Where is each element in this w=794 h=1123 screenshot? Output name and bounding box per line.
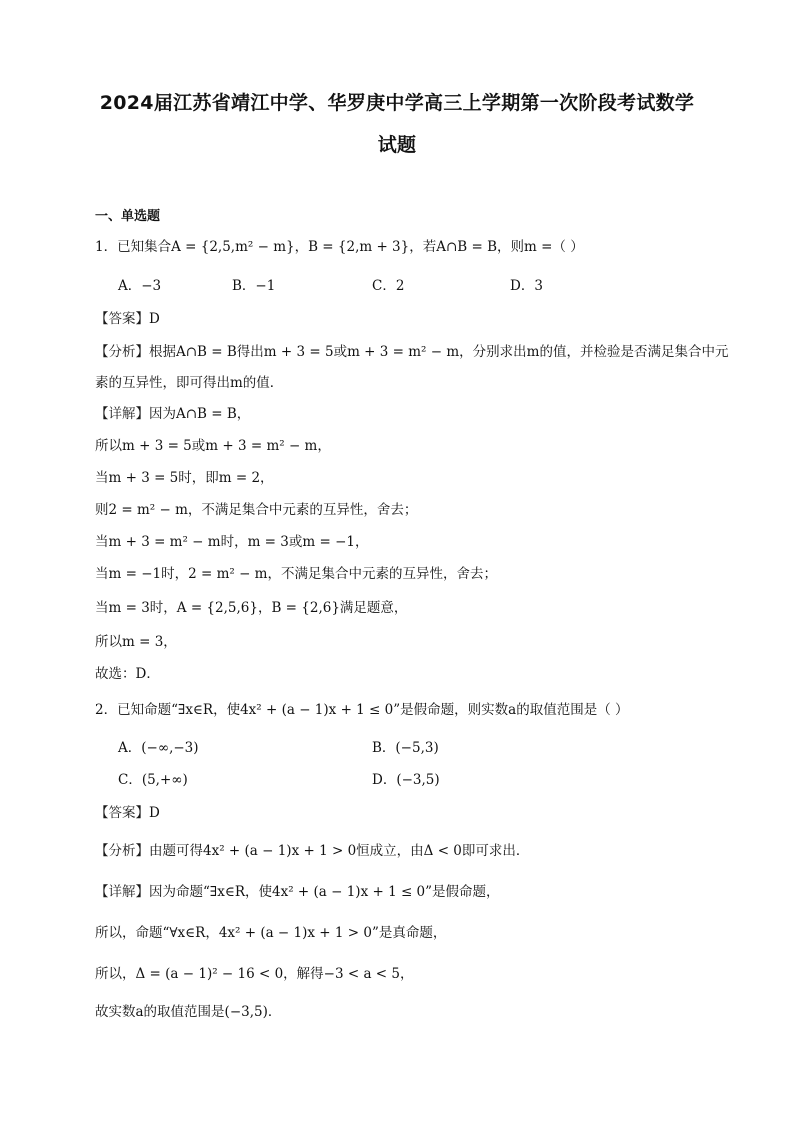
detail-tag: 【详解】 — [95, 406, 149, 422]
q1-answer — [95, 307, 160, 327]
q1-detail-line: 故选：D． — [95, 666, 160, 682]
analysis-text: 根据A∩B = B得出m + 3 = 5或m + 3 = m² − m，分别求出m的值，并检验是否满足集合中元 — [149, 344, 729, 360]
q2-detail — [95, 880, 500, 900]
analysis-tag: 【分析】 — [95, 344, 149, 360]
q2-stem: 2．已知命题“∃x∈R，使4x² + (a − 1)x + 1 ≤ 0”是假命题，则实数a的取值范围是（ ） — [95, 702, 629, 718]
q1-detail-line: 当m + 3 = 5时，即m = 2， — [95, 470, 274, 486]
detail-tag: 【详解】 — [95, 884, 149, 900]
q1-detail-line: 当m + 3 = m² − m时，m = 3或m = −1， — [95, 534, 369, 550]
q2-option-d: D．(−3,5) — [372, 772, 440, 788]
q2-detail-line: 所以，命题“∀x∈R，4x² + (a − 1)x + 1 > 0”是真命题， — [95, 925, 447, 941]
q2-option-b: B．(−5,3) — [372, 740, 439, 756]
analysis-text: 由题可得4x² + (a − 1)x + 1 > 0恒成立，由Δ < 0即可求出． — [149, 843, 530, 859]
answer-value: D — [149, 311, 160, 327]
q1-detail-line: 所以m = 3， — [95, 634, 177, 650]
title-line-1: 2024届江苏省靖江中学、华罗庚中学高三上学期第一次阶段考试数学 — [99, 92, 695, 114]
section-heading: 一、单选题 — [95, 209, 161, 224]
q1-option-d: D．3 — [510, 278, 543, 294]
title-line-2: 试题 — [377, 134, 417, 156]
q1-detail-line: 所以m + 3 = 5或m + 3 = m² − m， — [95, 438, 331, 454]
q2-detail-line: 所以，Δ = (a − 1)² − 16 < 0，解得−3 < a < 5， — [95, 966, 414, 982]
q1-option-a: A．−3 — [118, 278, 162, 294]
q1-stem: 1．已知集合A = {2,5,m² − m}，B = {2,m + 3}，若A∩B = B，则m =（ ） — [95, 239, 584, 255]
detail-text: 因为A∩B = B， — [149, 406, 251, 422]
q2-option-a: A．(−∞,−3) — [118, 740, 199, 756]
q2-answer — [95, 801, 160, 821]
q1-detail-line: 当m = 3时，A = {2,5,6}，B = {2,6}满足题意， — [95, 600, 408, 616]
q1-analysis-cont: 素的互异性，即可得出m的值． — [95, 375, 284, 391]
answer-tag: 【答案】 — [95, 805, 149, 821]
q1-detail-line: 当m = −1时，2 = m² − m，不满足集合中元素的互异性，舍去； — [95, 566, 497, 582]
q2-option-c: C．(5,+∞) — [118, 772, 188, 788]
analysis-tag: 【分析】 — [95, 843, 149, 859]
answer-value: D — [149, 805, 160, 821]
answer-tag: 【答案】 — [95, 311, 149, 327]
q2-analysis — [95, 839, 529, 859]
q2-detail-line: 故实数a的取值范围是(−3,5)． — [95, 1004, 282, 1020]
q1-detail-line: 则2 = m² − m，不满足集合中元素的互异性，舍去； — [95, 502, 418, 518]
detail-text: 因为命题“∃x∈R，使4x² + (a − 1)x + 1 ≤ 0”是假命题， — [149, 884, 500, 900]
q1-analysis — [95, 340, 728, 360]
q1-option-c: C．2 — [372, 278, 405, 294]
q1-option-b: B．−1 — [232, 278, 276, 294]
q1-detail — [95, 402, 250, 422]
